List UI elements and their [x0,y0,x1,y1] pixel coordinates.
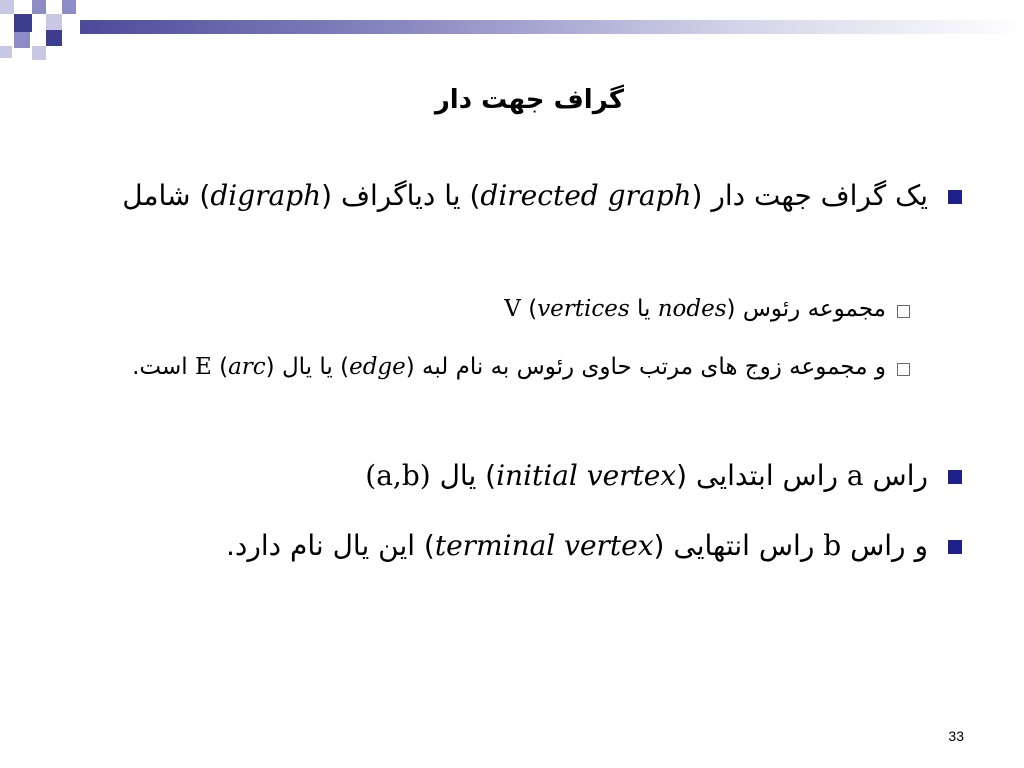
square-bullet-icon [948,190,962,204]
bullet-item [108,450,928,502]
text-run: و راس [841,529,928,562]
square-bullet-icon [948,540,962,554]
text-run: راس انتهایی ( [653,529,824,562]
bullet-text [226,529,928,562]
bullet-item [108,170,928,222]
text-run: V [504,296,521,322]
bullet-text [365,459,928,492]
text-run: راس [863,459,928,492]
text-run: initial vertex [496,459,677,492]
text-run: راس ابتدایی ( [676,459,847,492]
text-run: ) این یال نام دارد. [225,529,435,562]
decor-square [62,0,76,14]
text-run: edge [349,354,406,380]
decor-square [46,14,62,30]
page-number: 33 [948,728,964,744]
text-run: a [846,459,864,492]
text-run: terminal vertex [434,529,654,562]
text-run: vertices [537,296,630,322]
text-run: ) شامل [122,179,211,212]
text-run: ) یا دیاگراف ( [321,179,481,212]
decor-square [32,46,46,60]
sub-bullet-item [86,344,886,390]
header-band [80,20,1024,34]
decor-square [0,46,12,58]
text-run: (a,b) [365,459,431,492]
text-run: directed graph [480,179,692,212]
hollow-square-bullet-icon [897,305,910,318]
text-run: مجموعه رئوس ( [726,296,886,322]
decor-square [32,0,46,14]
text-run: یک گراف جهت دار ( [691,179,928,212]
text-run: ) [211,354,229,380]
text-run: E [194,354,212,380]
text-run: ) [520,296,538,322]
decor-square [46,30,62,46]
text-run: b [823,529,842,562]
bullet-text [122,179,928,212]
hollow-square-bullet-icon [897,363,910,376]
bullet-item [108,520,928,572]
text-run: است. [132,354,195,380]
sub-bullet-item [86,286,886,332]
bullet-text [132,354,886,380]
decor-square [0,0,14,14]
square-bullet-icon [948,470,962,484]
decor-square [14,32,30,48]
text-run: ) یا یال ( [265,354,350,380]
text-run: nodes [657,296,727,322]
text-run: و مجموعه زوج های مرتب حاوی رئوس به نام لبه ( [405,354,886,380]
text-run: ) یال [430,459,497,492]
page-title: گراف جهت دار [434,85,624,115]
text-run: یا [629,296,658,322]
text-run: arc [228,354,266,380]
bullet-text [504,296,886,322]
text-run: digraph [210,179,322,212]
decor-square [14,14,32,32]
